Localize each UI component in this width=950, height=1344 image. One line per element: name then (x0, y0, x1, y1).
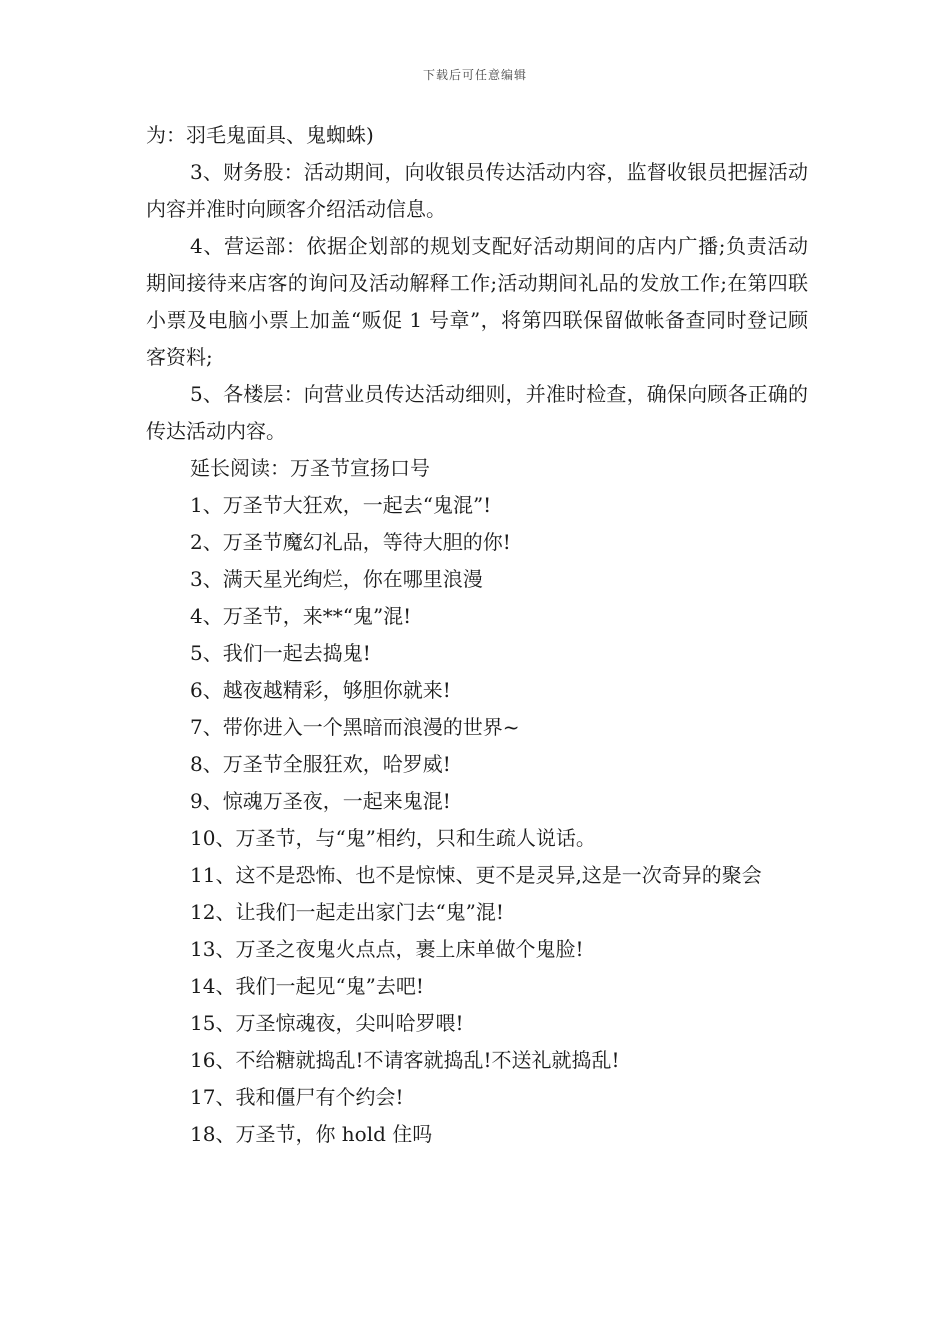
slogan-item: 2、万圣节魔幻礼品，等待大胆的你! (190, 530, 511, 554)
slogan-item: 9、惊魂万圣夜，一起来鬼混! (190, 789, 451, 813)
slogan-item: 3、满天星光绚烂，你在哪里浪漫 (190, 567, 483, 591)
document-body (146, 117, 808, 1153)
slogan-item: 15、万圣惊魂夜，尖叫哈罗喂! (190, 1011, 464, 1035)
slogan-item: 16、不给糖就捣乱!不请客就捣乱!不送礼就捣乱! (190, 1048, 620, 1072)
paragraph-operations: 4、营运部：依据企划部的规划支配好活动期间的店内广播;负责活动期间接待来店客的询问及活动解释工作;活动期间礼品的发放工作;在第四联小票及电脑小票上加盖“贩促 1 号章”，将第四联保留做帐备查同时登记顾客资料; (146, 234, 808, 369)
slogan-item: 7、带你进入一个黑暗而浪漫的世界~ (190, 715, 520, 739)
slogan-item: 8、万圣节全服狂欢，哈罗威! (190, 752, 451, 776)
section-heading-slogans: 延长阅读：万圣节宣扬口号 (190, 456, 430, 480)
slogan-item: 11、这不是恐怖、也不是惊悚、更不是灵异,这是一次奇异的聚会 (190, 863, 762, 887)
slogan-item: 13、万圣之夜鬼火点点，裹上床单做个鬼脸! (190, 937, 584, 961)
page-header: 下载后可任意编辑 (422, 68, 527, 82)
paragraph-costume-list: 为：羽毛鬼面具、鬼蜘蛛) (146, 123, 374, 147)
paragraph-floors: 5、各楼层：向营业员传达活动细则，并准时检查，确保向顾各正确的传达活动内容。 (146, 382, 808, 443)
paragraph-finance: 3、财务股：活动期间，向收银员传达活动内容，监督收银员把握活动内容并准时向顾客介绍活动信息。 (146, 160, 808, 221)
slogan-item: 4、万圣节，来**“鬼”混! (190, 604, 412, 628)
slogan-item: 17、我和僵尸有个约会! (190, 1085, 404, 1109)
slogan-item: 6、越夜越精彩，够胆你就来! (190, 678, 451, 702)
slogan-item: 12、让我们一起走出家门去“鬼”混! (190, 900, 504, 924)
slogan-item: 18、万圣节，你 hold 住吗 (190, 1122, 433, 1146)
slogan-item: 14、我们一起见“鬼”去吧! (190, 974, 424, 998)
slogan-item: 5、我们一起去捣鬼! (190, 641, 371, 665)
slogan-item: 10、万圣节，与“鬼”相约，只和生疏人说话。 (190, 826, 596, 850)
slogan-item: 1、万圣节大狂欢，一起去“鬼混”! (190, 493, 492, 517)
slogan-list (146, 487, 808, 1153)
